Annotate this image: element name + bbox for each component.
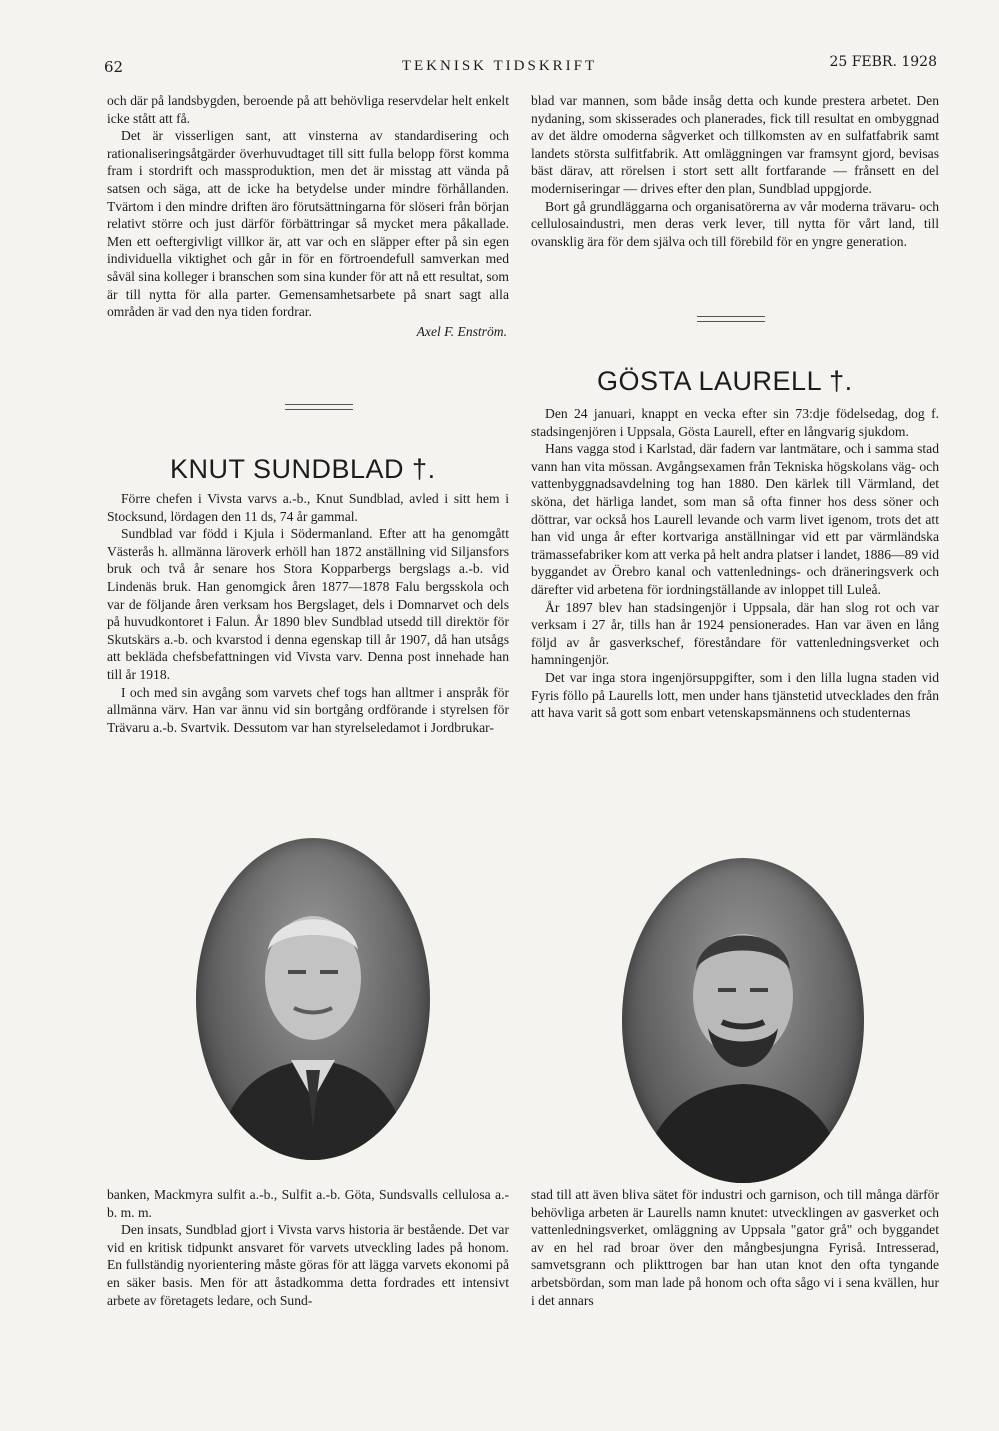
portrait-illustration <box>622 858 864 1183</box>
right-column-top <box>531 92 939 250</box>
paragraph: och där på landsbygden, beroende på att behövliga reservdelar helt enkelt icke stått att få. <box>107 93 509 126</box>
section-divider <box>697 316 765 322</box>
paragraph: Det var inga stora ingenjörsuppgifter, som i den lilla lugna staden vid Fyris föllo på Laurells lott, men under hans tjänstetid utvecklades den från att hava varit så gott som enbart vetenskapsmännens och studenternas <box>531 669 939 721</box>
paragraph: Bort gå grundläggarna och organisatörerna av vår moderna trävaru- och cellulosaindustri, men deras verk lever, till nytta för vårt land, till ovansklig ära för dem själva och till förebild för en yngre generation. <box>531 198 939 249</box>
obituary-title-sundblad: KNUT SUNDBLAD †. <box>170 454 436 484</box>
portrait-illustration <box>196 838 430 1160</box>
left-column-top <box>107 92 509 340</box>
portrait-photo-laurell <box>622 858 864 1183</box>
sundblad-article <box>107 490 509 736</box>
paragraph: Hans vagga stod i Karlstad, där fadern var lantmätare, och i samma stad vann han vita mössan. Avgångsexamen från Tekniska högskolans väg- och vattenbyggnadsavdelning tog han 1880. Den kärlek till Värmland, det sköna, det härliga landet, som man så ofta finner hos dess söner och döttrar, var också hos Laurell levande och varm livet igenom, trots det att han vid unga år efter kortvariga anställningar vid ett par värmländska trämassefabriker kom att verka på helt andra platser i landet, 1886—89 vid byggandet av Örebro kanal och vattenlednings- och dräneringsverk och därefter vid arbetena för iordningställande av inloppet till Luleå. <box>531 441 939 597</box>
laurell-article-continued <box>531 1186 939 1309</box>
paragraph: Den 24 januari, knappt en vecka efter sin 73:dje födelsedag, dog f. stadsingenjören i Uppsala, Gösta Laurell, efter en långvarig sjukdom. <box>531 406 939 439</box>
paragraph: Det är visserligen sant, att vinsterna av standardisering och rationaliseringsåtgärder överhuvudtaget till sitt fulla belopp först komma fram i stordrift och massproduktion, men det är misstag att vända på satsen och säga, att de icke ha betydelse under mindre förhållanden. Tvärtom i den mindre driften äro förutsättningarna för slöseri från början relativt större och just därför förbättringar så mycket mera påkallade. Men ett oeftergivligt villkor är, att var och en släpper efter på sin egen individuella viktighet och går in för en förtroendefull samverkan med såväl sina kolleger i branschen som sina kunder för att nå ett resultat, som är till nytta för alla parter. Gemensamhetsarbete på snart sagt alla områden är vad den nya tiden fordrar. <box>107 128 509 320</box>
obituary-title-laurell: GÖSTA LAURELL †. <box>597 366 853 396</box>
section-divider <box>285 404 353 410</box>
portrait-photo-sundblad <box>196 838 430 1160</box>
paragraph: Den insats, Sundblad gjort i Vivsta varvs historia är bestående. Det var vid en kritisk tidpunkt ansvaret för varvets utveckling lades på honom. En fullständig nyorientering måste göras för att lägga varvets ekonomi på en säker basis. Men för att åstadkomma detta fordrades ett intensivt arbete av företagets ledare, och Sund- <box>107 1222 509 1308</box>
laurell-article <box>531 405 939 722</box>
page-header <box>0 52 999 82</box>
author-signature: Axel F. Enström. <box>416 323 507 339</box>
journal-title: TEKNISK TIDSKRIFT <box>401 58 598 74</box>
paragraph: År 1897 blev han stadsingenjör i Uppsala, där han slog rot och var verksam i 27 år, tills han år 1924 pensionerades. Han var även en lång följd av år gasverkschef, föreståndare för vattenledningsverket och hamningenjör. <box>531 599 939 668</box>
paragraph: I och med sin avgång som varvets chef togs han alltmer i anspråk för allmänna värv. Han var ännu vid sin bortgång ordförande i styrelsen för Trävaru a.-b. Svartvik. Dessutom var han styrelseledamot i Jordbrukar- <box>107 684 509 735</box>
paragraph: stad till att även bliva sätet för industri och garnison, och till många därför behövliga arbeten är Laurells namn knutet: utvecklingen av gasverket och vattenledningsverket, omläggning av Uppsala "gator grå" och byggandet av en hel rad broar över den mångbesjungna Fyriså. Intresserad, samvetsgrann och plikttrogen bar han utan knot den ofta tyngande arbetsbördan, som man lade på honom och ofta sågo vi i sena kvällen, hur i det annars <box>531 1187 939 1308</box>
sundblad-article-continued <box>107 1186 509 1309</box>
paragraph: blad var mannen, som både insåg detta och kunde prestera arbetet. Den nydaning, som skisserades och planerades, fick till resultat en ombyggnad av det äldre omoderna sågverket och tillkomsten av en sulfatfabrik samt landets största sulfitfabrik. Att omläggningen var framsynt gjord, bevisas bäst därav, att rörelsen i stort sett allt fortfarande — frånsett en del moderniseringar — drives efter den plan, Sundblad uppgjorde. <box>531 93 939 196</box>
paragraph: banken, Mackmyra sulfit a.-b., Sulfit a.-b. Göta, Sundsvalls cellulosa a.-b. m. m. <box>107 1187 509 1220</box>
paragraph: Förre chefen i Vivsta varvs a.-b., Knut Sundblad, avled i sitt hem i Stocksund, lördagen den 11 ds, 74 år gammal. <box>107 491 509 524</box>
issue-date: 25 FEBR. 1928 <box>829 54 937 70</box>
paragraph: Sundblad var född i Kjula i Södermanland. Efter att ha genomgått Västerås h. allmänna läroverk erhöll han 1872 anställning vid Siljansfors bruk och två år senare hos Stora Kopparbergs bergslags a.-b. vid Lindenäs bruk. Han genomgick åren 1877—1878 Falu bergsskola och var de följande åren verksam hos Bergslaget, dels i Domnarvet och dels på huvudkontoret i Falun. År 1890 blev Sundblad utsedd till direktör för Skutskärs a.-b. och kvarstod i denna egenskap till år 1907, då han utsågs att bekläda chefsbefattningen vid Vivsta varv. Denna post innehade han till år 1918. <box>107 526 509 682</box>
page-number: 62 <box>104 58 124 76</box>
